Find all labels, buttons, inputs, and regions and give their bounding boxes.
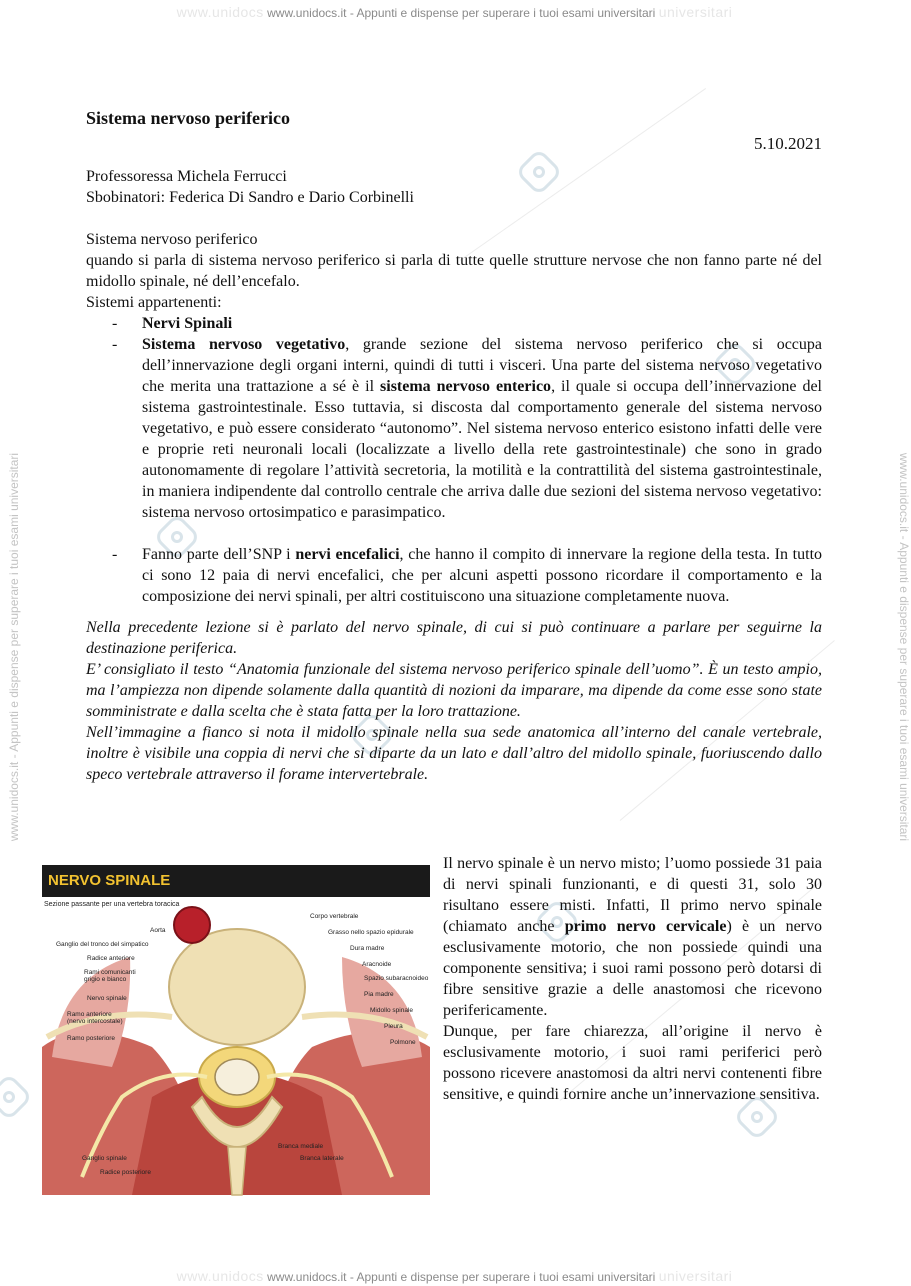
list-item [86, 313, 822, 334]
side-text-bold: primo nervo cervicale [564, 918, 727, 935]
figure-label: Branca mediale [278, 1143, 324, 1150]
side-paragraph-1 [443, 853, 822, 1021]
figure-label: Ganglio spinale [82, 1155, 127, 1162]
item-text: , che hanno il compito di innervare la regione della testa. In tutto ci sono 12 paia di nervi encefalici, che per alcuni aspetti possono ricordare il comportamento e la composizione dei nervi spinali, per altri costituiscono una situazione completamente nuova. [142, 546, 823, 605]
figure-subtitle: Sezione passante per una vertebra toracica [44, 901, 180, 908]
watermark-right: www.unidocs.it - Appunti e dispense per superare i tuoi esami universitari [897, 452, 911, 842]
watermark-ghost-right: universitari [658, 4, 733, 20]
figure-label: Midollo spinale [370, 1007, 413, 1014]
unidocs-logo-icon [0, 1073, 33, 1121]
professor-line: Professoressa Michela Ferrucci [86, 168, 287, 185]
watermark-top-text: www.unidocs.it - Appunti e dispense per superare i tuoi esami universitari [267, 6, 656, 20]
watermark-bottom [0, 1268, 909, 1284]
figure-title: NERVO SPINALE [42, 865, 430, 897]
aorta [174, 907, 210, 943]
figure-label: Radice anteriore [87, 955, 135, 962]
item-text: Fanno parte dell’SNP i [142, 546, 296, 563]
figure-label: Ramo anteriore (nervo intercostale) [67, 1011, 123, 1025]
figure-side-text [443, 853, 822, 1105]
figure-label: Dura madre [350, 945, 385, 952]
italic-paragraph-1: Nella precedente lezione si è parlato del nervo spinale, di cui si può continuare a parlare per seguirne la destinazione periferica. [86, 619, 822, 657]
section-heading: Sistema nervoso periferico [86, 231, 258, 248]
italic-paragraph-2: E’ consigliato il testo “Anatomia funzionale del sistema nervoso periferico spinale dell’uomo”. È un testo ampio, ma l’ampiezza non dipende solamente dalla quantità di nozioni da imparare, ma dipende da come esse sono state somministrate e dalla scelta che è stata fatta per la loro trattazione. [86, 661, 822, 720]
intro-paragraph: quando si parla di sistema nervoso periferico si parla di tutte quelle strutture nervose che non fanno parte né del midollo spinale, né dell’encefalo. [86, 252, 822, 290]
figure-label: Rami comunicanti grigio e bianco [84, 969, 136, 983]
figure-label: Radice posteriore [100, 1169, 151, 1176]
document-page [86, 108, 822, 785]
side-text-span: Il nervo spinale è un nervo misto; l’uomo possiede 31 paia di nervi spinali funzionanti, e di questi 31, solo 30 risultano essere misti. Infatti, Il primo nervo spinale (chiamato anche [443, 855, 822, 935]
watermark-ghost-right: universitari [658, 1268, 733, 1284]
italic-paragraph-3: Nell’immagine a fianco si nota il midollo spinale nella sua sede anatomica all’interno del canale vertebrale, inoltre è visibile una coppia di nervi che si diparte da un lato e dall’altro del midollo spinale, fuoriuscendo dallo speco vertebrale attraverso il forame intervertebrale. [86, 724, 822, 783]
systems-list [86, 313, 822, 523]
figure-label: Grasso nello spazio epidurale [328, 929, 414, 936]
list-item [86, 334, 822, 523]
figure-label: Ganglio del tronco del simpatico [56, 941, 149, 948]
document-date: 5.10.2021 [754, 134, 822, 153]
watermark-top [0, 4, 909, 20]
watermark-ghost-left: www.unidocs [176, 4, 264, 20]
figure-label: Corpo vertebrale [310, 913, 359, 920]
watermark-ghost-left: www.unidocs [176, 1268, 264, 1284]
spinal-nerve-figure [42, 865, 430, 1195]
figure-label: Polmone [390, 1039, 416, 1046]
side-text-span: ) è un nervo esclusivamente motorio, che non possiede quindi una componente sensitiva; i suoi rami possono però dotarsi di fibre sensitive grazie a delle anastomosi che ricevono perifericamente. [443, 918, 823, 1019]
authors-line: Sbobinatori: Federica Di Sandro e Dario Corbinelli [86, 189, 414, 206]
watermark-left: www.unidocs.it - Appunti e dispense per superare i tuoi esami universitari [7, 452, 21, 842]
watermark-bottom-text: www.unidocs.it - Appunti e dispense per superare i tuoi esami universitari [267, 1270, 656, 1284]
figure-label: Pleura [384, 1023, 403, 1030]
list-item [86, 544, 822, 607]
side-paragraph-2: Dunque, per fare chiarezza, all’origine il nervo è esclusivamente motorio, i suoi rami periferici però possono ricevere anastomosi da altri nervi contenenti fibre sensitive, e quindi fornire anche un’innervazione sensitiva. [443, 1023, 822, 1103]
item-bold: Sistema nervoso vegetativo [142, 336, 346, 353]
spinous-process [228, 1147, 246, 1195]
document-title: Sistema nervoso periferico [86, 108, 290, 128]
figure-label: Aorta [150, 927, 166, 934]
figure-label: Branca laterale [300, 1155, 344, 1162]
figure-label: Ramo posteriore [67, 1035, 116, 1042]
figure-label: Pia madre [364, 991, 394, 998]
figure-label: Spazio subaracnoideo [364, 975, 429, 982]
figure-label: Nervo spinale [87, 995, 127, 1002]
item-bold: nervi encefalici [295, 546, 400, 563]
item-bold: sistema nervoso enterico [380, 378, 552, 395]
spinal-cord [215, 1059, 259, 1095]
systems-label: Sistemi appartenenti: [86, 294, 222, 311]
figure-label: Aracnoide [362, 961, 392, 968]
vertebral-body [169, 929, 305, 1045]
item-bold: Nervi Spinali [142, 315, 233, 332]
systems-list-2 [86, 544, 822, 607]
item-text: , il quale si occupa dell’innervazione del sistema gastrointestinale. Esso tuttavia, si discosta dal comportamento generale del sistema nervoso vegetativo, e può essere considerato “autonomo”. Nel sistema nervoso enterico esistono infatti delle vere e proprie reti neuronali locali (localizzate a livello della rete gastrointestinale) che sono in grado autonomamente di regolare l’attività secretoria, la motilità e la contrattilità del sistema gastrointestinale, in maniera indipendente dal controllo centrale che arriva dalle due sezioni del sistema nervoso vegetativo: sistema nervoso ortosimpatico e parasimpatico. [142, 378, 822, 521]
item-text: , grande sezione del sistema nervoso periferico che si occupa dell’innervazione degli organi interni, quindi di tutti i visceri. Una parte del sistema nervoso vegetativo che merita una trattazione a sé è il [142, 336, 822, 395]
